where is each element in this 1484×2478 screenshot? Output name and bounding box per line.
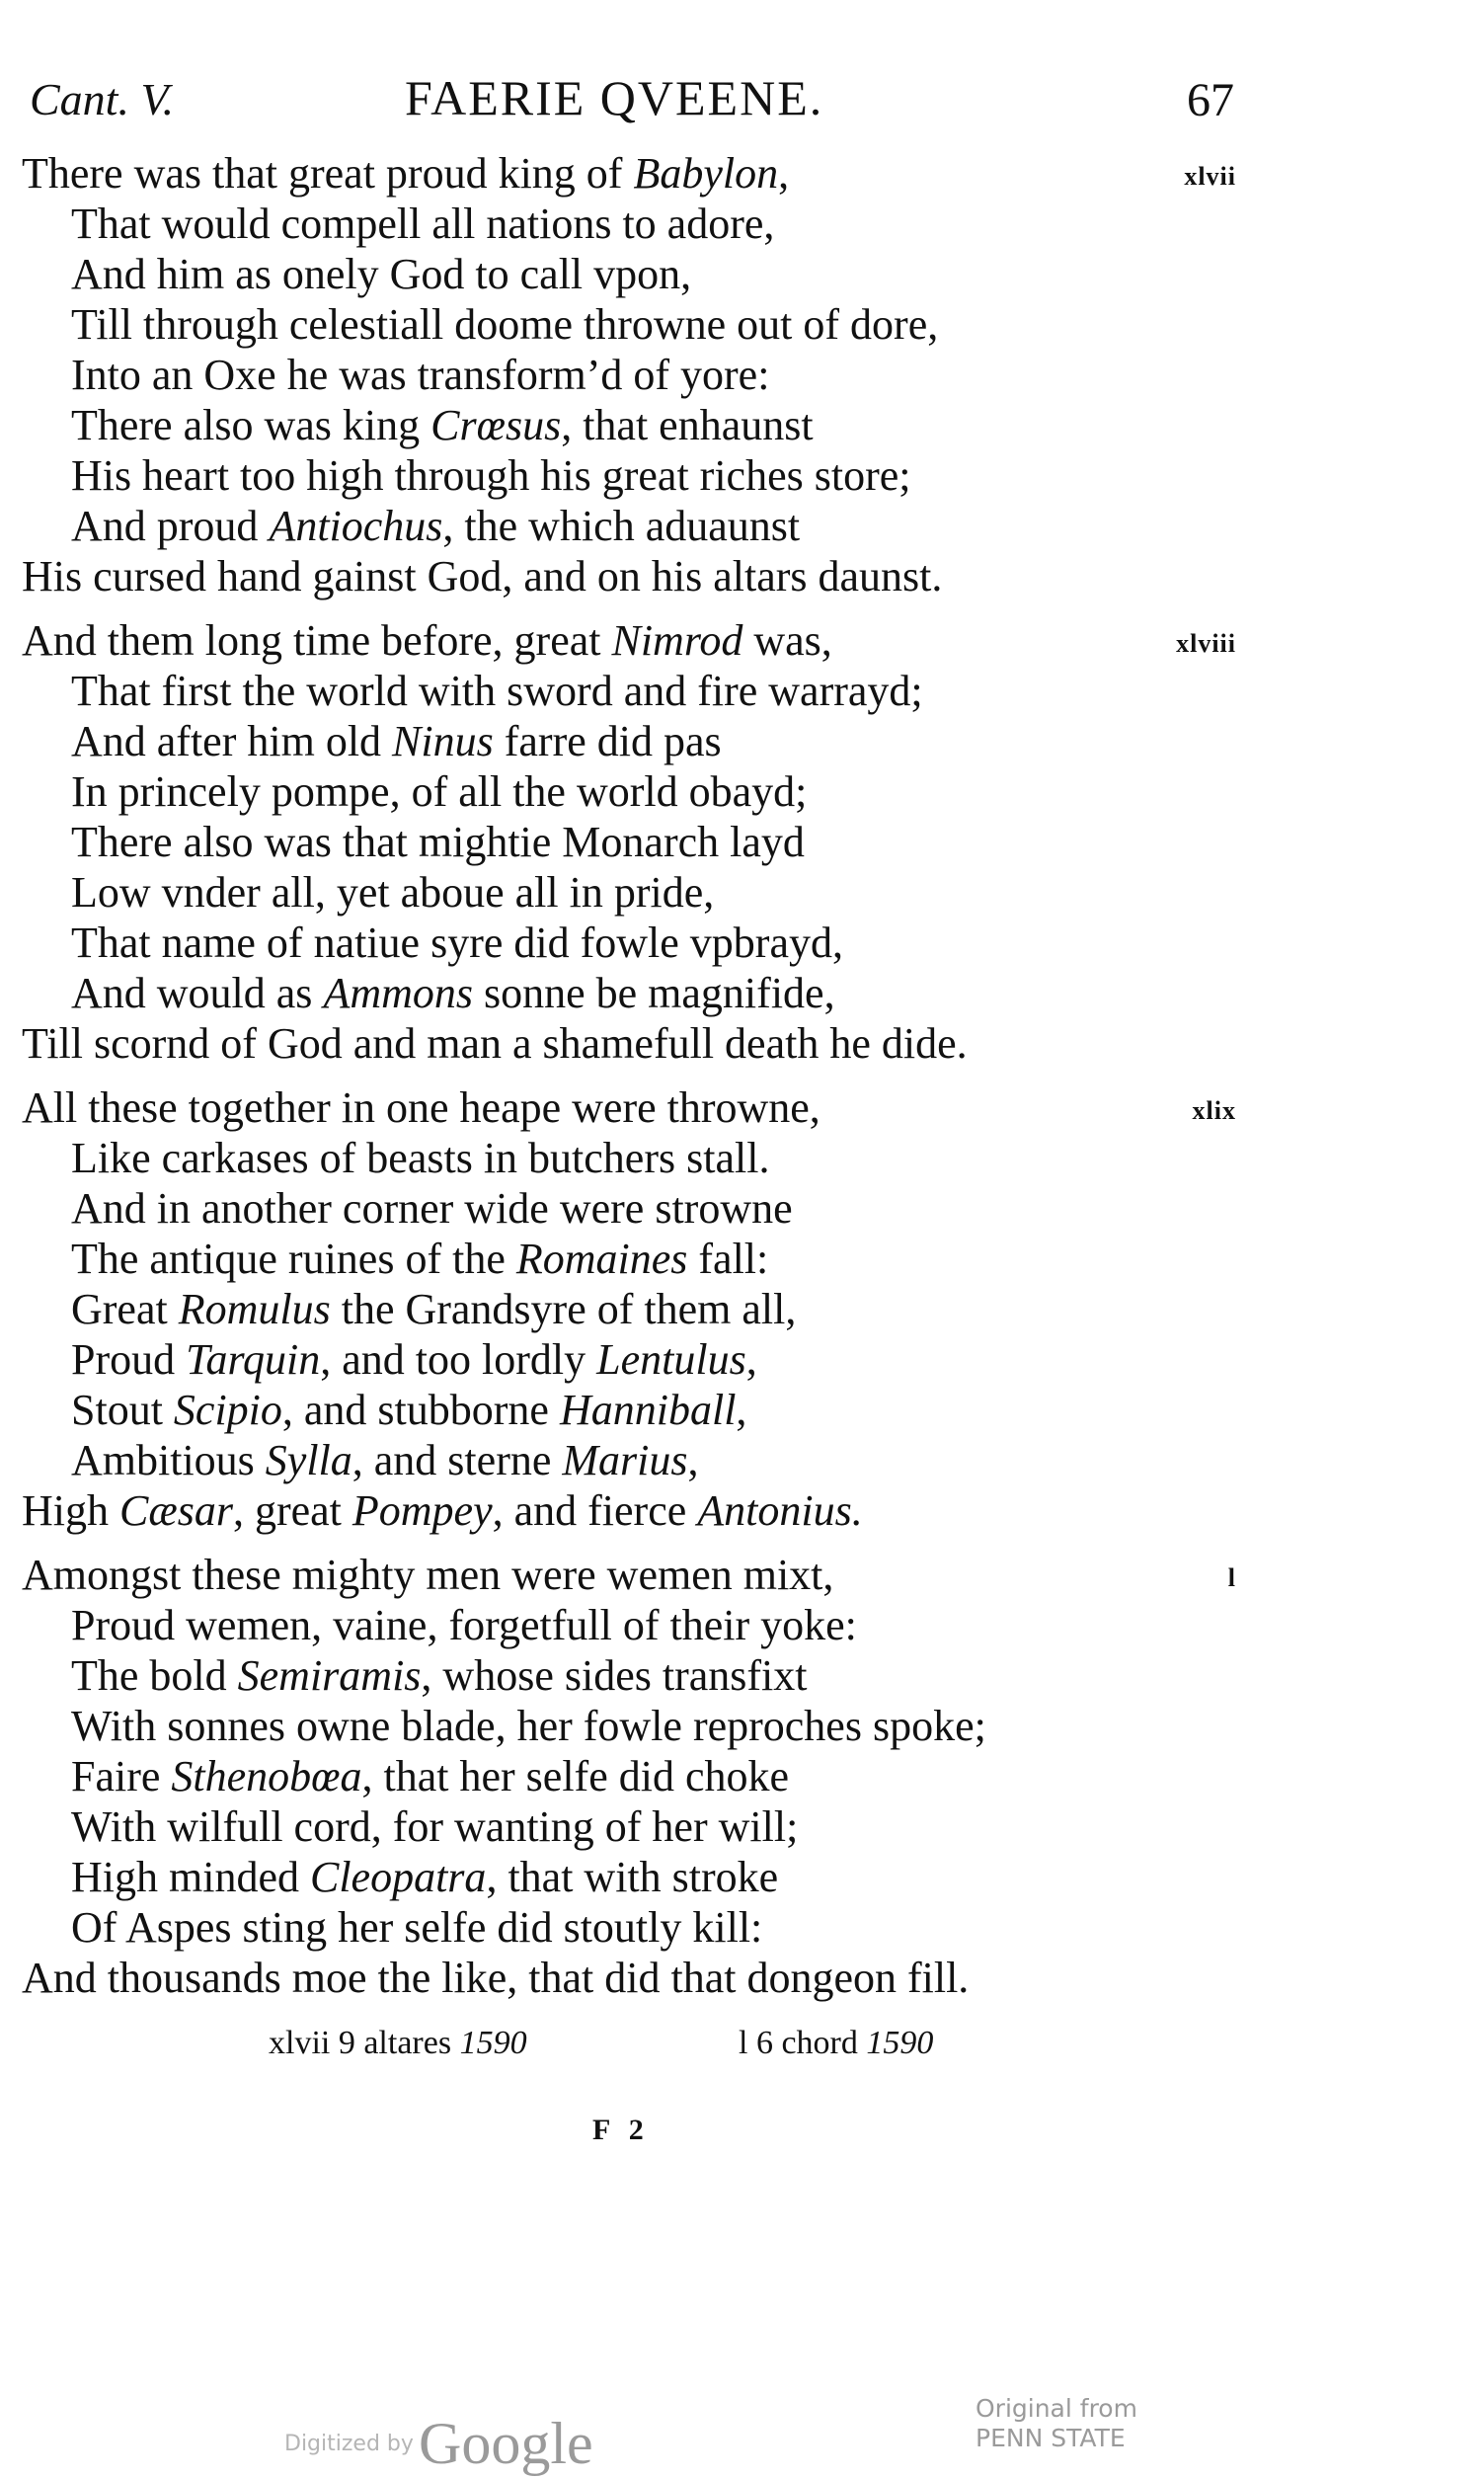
verse-text: ,	[778, 149, 790, 198]
verse-text: fall:	[687, 1235, 769, 1283]
stanza	[22, 148, 1236, 601]
verse-line	[22, 1284, 1236, 1334]
verse-text: With sonnes owne blade, her fowle reproches spoke;	[71, 1702, 986, 1750]
verse-text: There was that great proud king of	[22, 149, 634, 198]
verse-line	[22, 1385, 1236, 1435]
verse-line	[22, 249, 1236, 299]
canto-label: Cant. V.	[30, 74, 175, 124]
verse-line	[22, 450, 1236, 501]
verse-line	[22, 1018, 1236, 1069]
footnote-2	[739, 2025, 933, 2062]
verse-line	[22, 1600, 1236, 1650]
verse-line	[22, 1650, 1236, 1701]
google-logo: Google	[419, 2411, 593, 2476]
verse-text: , and stubborne	[281, 1386, 560, 1434]
verse-text: Till through celestiall doome throwne out of dore,	[71, 300, 939, 349]
verse-line	[22, 867, 1236, 918]
verse-line	[22, 1334, 1236, 1385]
italic-name: Marius	[562, 1436, 688, 1484]
verse-line	[22, 1801, 1236, 1852]
verse-text: Like carkases of beasts in butchers stall.	[71, 1134, 770, 1182]
verse-text: There also was king	[71, 401, 431, 449]
verse-text: And them long time before, great	[22, 616, 612, 665]
verse-line	[22, 666, 1236, 716]
verse-text: the Grandsyre of them all,	[330, 1285, 797, 1333]
page-number: 67	[1187, 74, 1234, 126]
page-header	[30, 61, 1234, 130]
verse-text: And in another corner wide were strowne	[71, 1184, 793, 1233]
verse-text: , that enhaunst	[561, 401, 814, 449]
verse-text: ,	[687, 1436, 699, 1484]
verse-line	[22, 1902, 1236, 1953]
verse-text: , great	[232, 1486, 352, 1535]
verse-line	[22, 1133, 1236, 1183]
verse-line	[22, 766, 1236, 817]
stanza	[22, 1082, 1236, 1536]
verse-text: Amongst these mighty men were wemen mixt,	[22, 1551, 834, 1599]
footnote-1-year: 1590	[459, 2025, 527, 2061]
verse-text: Ambitious	[71, 1436, 266, 1484]
verse-text: Of Aspes sting her selfe did stoutly kill:	[71, 1903, 763, 1952]
verse-text: That would compell all nations to adore,	[71, 200, 775, 248]
verse-line	[22, 1183, 1236, 1234]
verse-line	[22, 1953, 1236, 2003]
verse-text: The antique ruines of the	[71, 1235, 516, 1283]
verse-text: The bold	[71, 1651, 238, 1700]
verse-line	[22, 400, 1236, 450]
verse-text: , and sterne	[351, 1436, 563, 1484]
verse-text: Into an Oxe he was transform’d of yore:	[71, 351, 770, 399]
italic-name: Antonius.	[697, 1486, 863, 1535]
footnote-2-ref: l 6 chord	[739, 2025, 858, 2061]
verse-text: Low vnder all, yet aboue all in pride,	[71, 868, 715, 917]
italic-name: Ammons	[323, 969, 473, 1017]
verse-line	[22, 918, 1236, 968]
verse-text: His cursed hand gainst God, and on his altars daunst.	[22, 552, 943, 600]
verse-line	[22, 1852, 1236, 1902]
verse-text: His heart too high through his great riches store;	[71, 451, 911, 500]
italic-name: Lentulus	[596, 1335, 746, 1384]
italic-name: Nimrod	[611, 616, 743, 665]
footnote-1	[269, 2025, 527, 2062]
verse-line	[22, 199, 1236, 249]
verse-text: And thousands moe the like, that did that dongeon fill.	[22, 1954, 970, 2002]
verse-line	[22, 1234, 1236, 1284]
verse-text: , that with stroke	[486, 1853, 779, 1901]
verse-text: That first the world with sword and fire warrayd;	[71, 667, 923, 715]
stanza-number: xlvii	[1184, 162, 1236, 191]
verse-line	[22, 1435, 1236, 1485]
digitized-watermark	[284, 2410, 593, 2478]
verse-text: All these together in one heape were throwne,	[22, 1083, 820, 1132]
source-watermark	[976, 2394, 1137, 2453]
verse-line	[22, 968, 1236, 1018]
italic-name: Cæsar	[119, 1486, 233, 1535]
poem-body	[22, 148, 1236, 2017]
verse-line	[22, 817, 1236, 867]
italic-name: Crœsus	[430, 401, 562, 449]
italic-name: Romaines	[515, 1235, 688, 1283]
verse-line	[22, 1701, 1236, 1751]
running-title: FAERIE QVEENE.	[405, 70, 824, 125]
verse-line	[22, 148, 1236, 199]
verse-line	[22, 615, 1236, 666]
verse-text: , and too lordly	[320, 1335, 597, 1384]
verse-line	[22, 1082, 1236, 1133]
footnote-1-ref: xlvii 9 altares	[269, 2025, 452, 2061]
verse-line	[22, 1485, 1236, 1536]
library-name: PENN STATE	[976, 2424, 1126, 2452]
verse-text: Till scornd of God and man a shamefull death he dide.	[22, 1019, 968, 1068]
verse-text: With wilfull cord, for wanting of her will;	[71, 1802, 799, 1851]
italic-name: Cleopatra	[309, 1853, 487, 1901]
verse-line	[22, 501, 1236, 551]
verse-text: sonne be magnifide,	[473, 969, 835, 1017]
signature-mark: F 2	[592, 2114, 650, 2146]
italic-name: Hanniball	[559, 1386, 737, 1434]
italic-name: Sylla	[265, 1436, 352, 1484]
verse-text: Faire	[71, 1752, 172, 1800]
footnote-2-year: 1590	[866, 2025, 934, 2061]
italic-name: Babylon	[633, 149, 779, 198]
verse-line	[22, 716, 1236, 766]
italic-name: Antiochus	[269, 502, 443, 550]
verse-text: farre did pas	[493, 717, 722, 765]
verse-text: Stout	[71, 1386, 174, 1434]
verse-line	[22, 1751, 1236, 1801]
verse-text: , the which aduaunst	[442, 502, 801, 550]
verse-text: , that her selfe did choke	[361, 1752, 790, 1800]
verse-line	[22, 299, 1236, 350]
verse-text: In princely pompe, of all the world obayd;	[71, 767, 808, 816]
verse-text: And after him old	[71, 717, 393, 765]
italic-name: Scipio	[173, 1386, 282, 1434]
verse-line	[22, 350, 1236, 400]
digitized-by-label: Digitized by	[284, 2432, 414, 2456]
italic-name: Tarquin	[186, 1335, 321, 1384]
verse-text: And proud	[71, 502, 270, 550]
italic-name: Sthenobœa	[171, 1752, 362, 1800]
verse-text: , whose sides transfixt	[421, 1651, 808, 1700]
verse-line	[22, 1550, 1236, 1600]
verse-text: High	[22, 1486, 119, 1535]
verse-text: ,	[745, 1335, 757, 1384]
verse-text: Great	[71, 1285, 179, 1333]
original-from-label: Original from	[976, 2394, 1137, 2423]
verse-text: ,	[736, 1386, 747, 1434]
italic-name: Ninus	[392, 717, 494, 765]
stanza	[22, 615, 1236, 1069]
verse-text: And would as	[71, 969, 324, 1017]
verse-text: was,	[742, 616, 832, 665]
verse-line	[22, 551, 1236, 601]
stanza-number: l	[1227, 1563, 1236, 1592]
italic-name: Romulus	[178, 1285, 331, 1333]
verse-text: That name of natiue syre did fowle vpbrayd,	[71, 919, 843, 967]
italic-name: Pompey	[351, 1486, 493, 1535]
verse-text: Proud wemen, vaine, forgetfull of their yoke:	[71, 1601, 857, 1649]
verse-text: , and fierce	[492, 1486, 698, 1535]
italic-name: Semiramis	[237, 1651, 422, 1700]
stanza-number: xlix	[1192, 1096, 1236, 1125]
verse-text: High minded	[71, 1853, 310, 1901]
verse-text: Proud	[71, 1335, 187, 1384]
stanza	[22, 1550, 1236, 2003]
stanza-number: xlviii	[1176, 629, 1236, 658]
verse-text: And him as onely God to call vpon,	[71, 250, 692, 298]
verse-text: There also was that mightie Monarch layd	[71, 818, 805, 866]
